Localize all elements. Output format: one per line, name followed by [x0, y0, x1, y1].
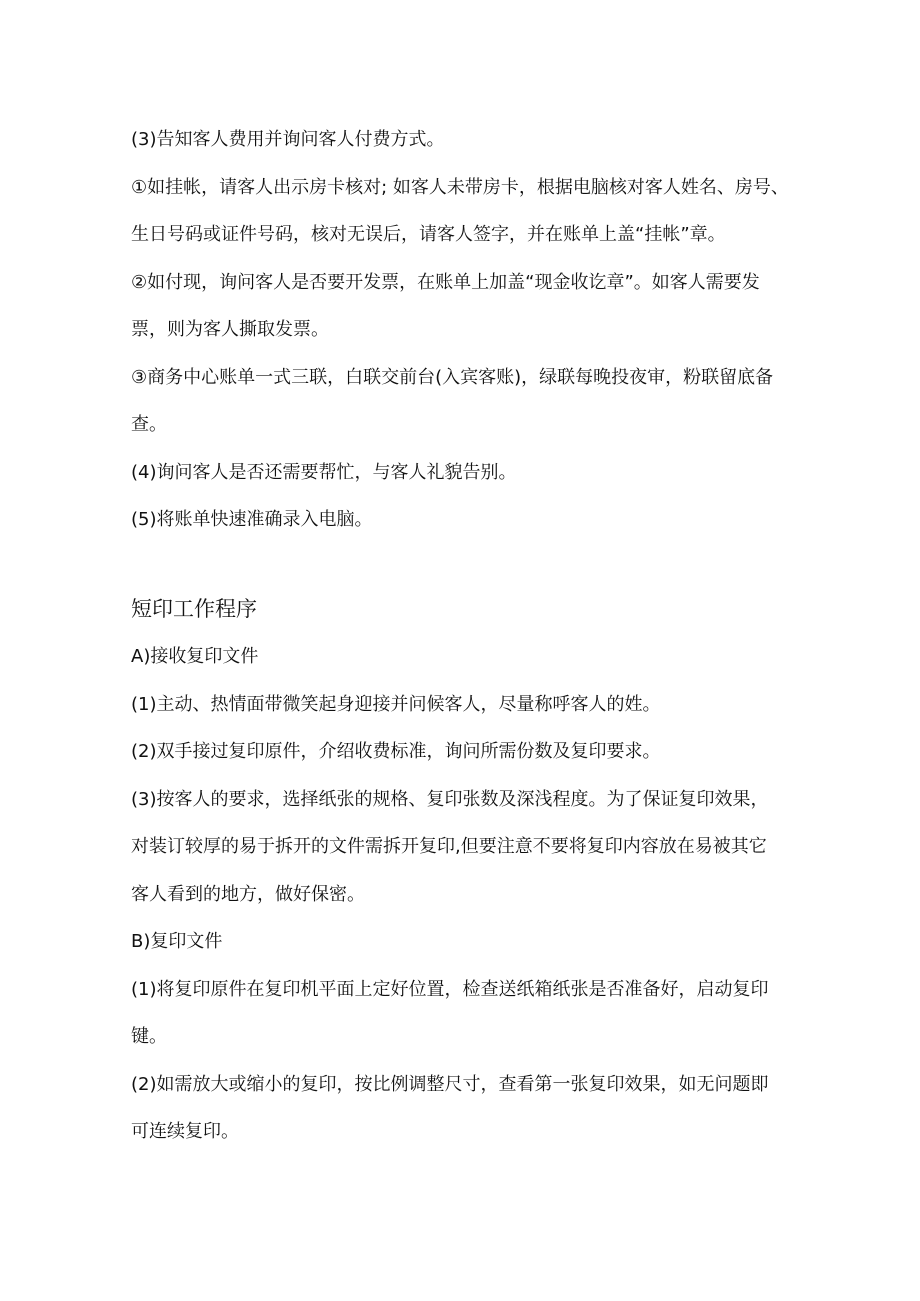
subsection-title: A)接收复印文件	[131, 646, 259, 667]
text-line: ①如挂帐，请客人出示房卡核对; 如客人未带房卡，根据电脑核对客人姓名、房号、	[131, 176, 789, 198]
text-line: (5)将账单快速准确录入电脑。	[131, 509, 373, 530]
text-line: 票，则为客人撕取发票。	[131, 319, 329, 340]
text-line: 查。	[131, 414, 167, 435]
text-line: 对装订较厚的易于拆开的文件需拆开复印,但要注意不要将复印内容放在易被其它	[131, 836, 767, 857]
text-line: 可连续复印。	[131, 1121, 239, 1142]
text-line: (2)双手接过复印原件，介绍收费标准，询问所需份数及复印要求。	[131, 741, 661, 762]
text-line: (1)主动、热情面带微笑起身迎接并问候客人，尽量称呼客人的姓。	[131, 693, 661, 715]
text-line: (1)将复印原件在复印机平面上定好位置，检查送纸箱纸张是否准备好，启动复印	[131, 978, 769, 1000]
text-line: (3)告知客人费用并询问客人付费方式。	[131, 129, 445, 150]
subsection-title: B)复印文件	[131, 931, 223, 952]
text-line: (3)按客人的要求，选择纸张的规格、复印张数及深浅程度。为了保证复印效果，	[131, 788, 769, 810]
document-body	[131, 116, 801, 1156]
text-line: ②如付现，询问客人是否要开发票，在账单上加盖“现金收讫章”。如客人需要发	[131, 271, 760, 293]
text-line: 键。	[131, 1026, 167, 1047]
text-line: (4)询问客人是否还需要帮忙，与客人礼貌告别。	[131, 461, 517, 483]
text-line: 生日号码或证件号码，核对无误后，请客人签字，并在账单上盖“挂帐”章。	[131, 224, 726, 245]
text-line: (2)如需放大或缩小的复印，按比例调整尺寸，查看第一张复印效果，如无问题即	[131, 1073, 769, 1095]
section-heading: 短印工作程序	[131, 596, 257, 621]
text-line: 客人看到的地方，做好保密。	[131, 883, 365, 905]
text-line: ③商务中心账单一式三联，白联交前台(入宾客账)，绿联每晚投夜审，粉联留底备	[131, 366, 774, 388]
